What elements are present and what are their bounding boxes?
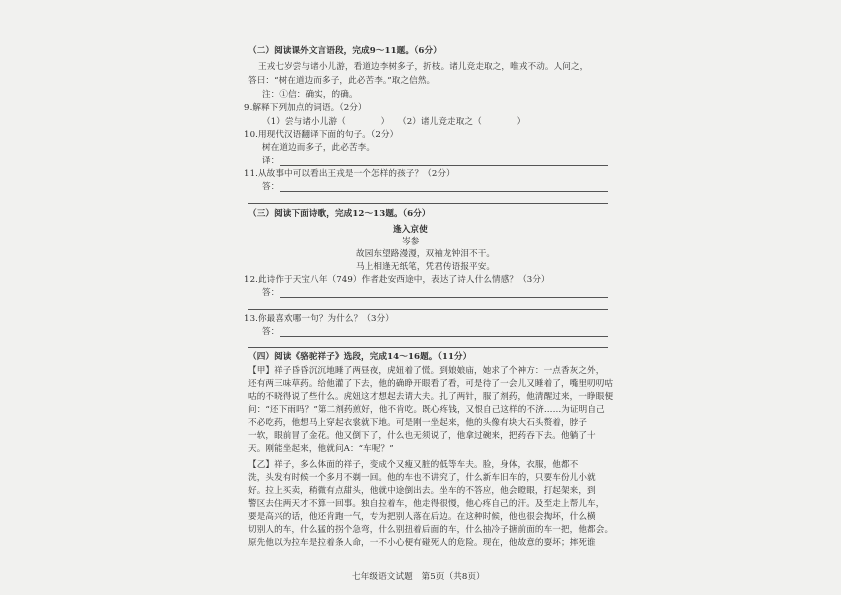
poem-line: 故园东望路漫漫，双袖龙钟泪不干。 [356,249,496,259]
answer-label: 答： [262,327,280,337]
excerpt-yi-line: 好。拉上买卖，稍微有点甜头，他就中途倒出去。坐车的不答应，他会瞪眼，打起架来，到 [248,486,596,496]
question-9-item-2: （2）诸儿竞走取之（ ） [398,117,526,127]
answer-line [248,309,608,310]
question-9-item-1: （1）尝与诸小儿游（ ） [262,117,390,127]
passage-line: 答曰：“树在道边而多子，此必苦李。”取之信然。 [248,76,436,86]
excerpt-jia-line: 问：“还下雨吗？”第二剂药煎好，他不肯吃。既心疼钱，又恨自己这样的不济……为证明自己 [248,405,605,415]
section3-heading: （三）阅读下面诗歌，完成12～13题。（6分） [248,209,431,219]
passage-line: 王戎七岁尝与诸小儿游，看道边李树多子，折枝。诸儿竞走取之，唯戎不动。人问之， [258,62,589,72]
answer-line [248,203,608,204]
passage-note: 注：①信：确实，的确。 [262,90,358,100]
excerpt-yi-line: 洗，头发有时候一个多月不剃一回。他的车也不讲究了，什么新车旧车的，只要车份儿小就 [248,473,596,483]
answer-line [280,191,608,192]
excerpt-yi-line: 要是高兴的话，他还肯跑一气，专为把别人落在后边。在这种时候，他也很会掏坏，什么横 [248,512,596,522]
answer-label: 答： [262,288,280,298]
translation-label: 译： [262,156,280,166]
poem-author: 岑参 [402,237,420,247]
question-12: 12.此诗作于天宝八年（749）作者赴安西途中，表达了诗人什么情感？（3分） [244,275,550,285]
answer-line [280,165,608,166]
question-9: 9.解释下列加点的词语。（2分） [244,103,367,113]
excerpt-yi-line: 原先他以为拉车是拉着条人命，一不小心便有碰死人的危险。现在，他故意的耍坏；摔死谁 [248,538,596,548]
question-10-sentence: 树在道边而多子，此必苦李。 [262,143,376,153]
answer-line [280,297,608,298]
excerpt-jia-line: 【甲】祥子昏昏沉沉地睡了两昼夜，虎妞着了慌。到娘娘庙，她求了个神方：一点香灰之外， [248,366,605,376]
poem-line: 马上相逢无纸笔，凭君传语报平安。 [356,262,496,272]
page-footer: 七年级语文试题 第5页（共8页） [352,572,485,582]
excerpt-jia-line: 咕的不晓得说了些什么。虎妞这才想起去请大夫。扎了两针，服了剂药，他清醒过来，一睁眼便 [248,392,614,402]
answer-label: 答： [262,182,280,192]
question-11: 11.从故事中可以看出王戎是一个怎样的孩子？（2分） [244,169,455,179]
excerpt-jia-line: 还有两三味草药。给他灌了下去，他的确睁开眼看了看，可是待了一会儿又睡着了，嘴里叨叨咕 [248,379,614,389]
answer-line [280,336,608,337]
excerpt-jia-line: 不必吃药，他想马上穿起衣裳就下地。可是刚一坐起来，他的头像有块大石头赘着，脖子 [248,418,588,428]
question-13: 13.你最喜欢哪一句？为什么？（3分） [244,314,394,324]
poem-title: 逢入京使 [393,225,428,235]
excerpt-jia-line: 天。刚能坐起来，他就问A：“车呢？” [248,444,394,454]
section4-heading: （四）阅读《骆驼祥子》选段，完成14～16题。（11分） [248,352,472,362]
excerpt-yi-line: 【乙】祥子，多么体面的祥子，变成个又瘦又脏的低等车夫。脸，身体，衣服，他都不 [248,460,579,470]
excerpt-yi-line: 警区去住两天才不算一回事。独自拉着车，他走得很慢，他心疼自己的汗。及至走上帮儿车， [248,499,605,509]
section2-heading: （二）阅读课外文言语段，完成9～11题。（6分） [248,46,442,56]
excerpt-yi-line: 切别人的车，什么猛的拐个急弯，什么别扭着后面的车，什么抽冷子搪前面的车一把，他都会。 [248,525,614,535]
excerpt-jia-line: 一软，眼前冒了金花。他又倒下了，什么也无须说了，他拿过碗来，把药吞下去。他躺了十 [248,431,596,441]
question-10: 10.用现代汉语翻译下面的句子。（2分） [244,130,399,140]
answer-line [248,347,608,348]
